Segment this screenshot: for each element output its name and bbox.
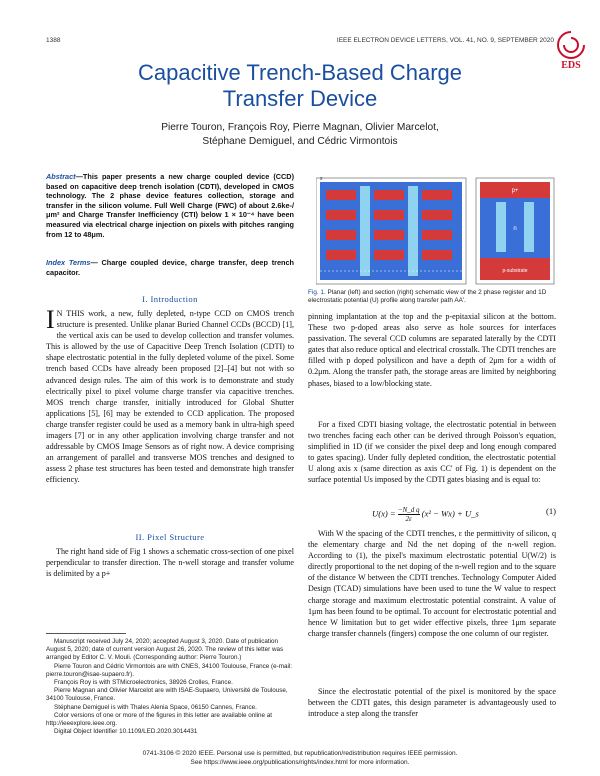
authors-line-2: Stéphane Demiguel, and Cédric Virmontois	[202, 136, 398, 147]
right-paragraph-3	[308, 528, 556, 639]
index-terms	[46, 258, 294, 277]
equation-number: (1)	[545, 506, 556, 516]
body-text: For a fixed CDTI biasing voltage, the electrostatic potential in between two trenches facing each other can be derived through Poisson's equation, simplified in 1D (if we consider the pixel deep and long enough compared to gates spacing). Under fully depleted condition, the electrostatic potential U along axis x (same direction as axis CC' of Fig. 1) is dependent on the surface potential Us imposed by the CDTI gates biasing and is equal to:	[308, 420, 556, 485]
footnote: Pierre Magnan and Olivier Marcelot are with ISAE-Supaero, Université de Toulouse, 34100 Toulouse, France.	[46, 687, 288, 703]
footnote: Color versions of one or more of the figures in this letter are available online at http://ieeexplore.ieee.org.	[46, 711, 273, 728]
fig-label: x	[320, 176, 323, 182]
running-header	[46, 37, 554, 47]
right-paragraph-4	[308, 686, 556, 719]
figure-1-schematic	[316, 176, 556, 286]
figure-caption	[308, 289, 556, 306]
authors-line-1: Pierre Touron, François Roy, Pierre Magnan, Olivier Marcelot,	[161, 122, 439, 133]
body-text: Since the electrostatic potential of the pixel is monitored by the space between the CDTI gates, this design parameter is advantageously used to introduce a step along the transfer	[308, 687, 556, 719]
fig-label: p-substrate	[502, 268, 528, 274]
section-heading-pixel-structure: II. Pixel Structure	[135, 532, 205, 542]
paper-title	[60, 60, 540, 112]
pixel-text: The right hand side of Fig 1 shows a schematic cross-section of one pixel perpendicular to transfer direction. The n-well storage and transfer volume is delimited by a p+	[46, 547, 294, 579]
footnote: Stéphane Demiguel is with Thales Alenia Space, 06150 Cannes, France.	[54, 703, 257, 711]
intro-paragraph	[46, 305, 294, 486]
logo-text: EDS	[561, 60, 581, 71]
intro-text: N THIS work, a new, fully depleted, n-type CCD on CMOS trench structure is presented. Unlike planar Buried Channel CCDs (BCCD) [1], the vertical axis can be used to develop collection and transfer volumes. This is allowed by the use of Capacitive Deep Trench Isolation (CDTI) to shape electrostatic potential in the fully depleted volume of the pixel. Some trench based CCDs have already been proposed [2]–[4] but not with so advanced design rules. The aim of this work is to demonstrate and study electrically pixel to pixel volume charge transfer via capacitive trenches. MOS trench charge transfer, initially introduced for Global Shutter applications [5], [6] may be extended to CCD application. The proposed charge transfer register could be used as a memory bank in ultra-high speed imagers [7] or in any other application involving charge transfer and not addressable by CMOS Image Sensors as of right now. A device comprising an arrangement of parallel and transverse MOS trenches and designed to assess 2 phase test structures has been tested and demonstrate high transfer efficiency.	[46, 309, 294, 485]
eds-logo	[556, 30, 586, 72]
drop-cap: I	[46, 305, 55, 334]
fig-label: p+	[511, 188, 519, 194]
page-number: 1388	[46, 37, 61, 44]
copyright-footer	[46, 750, 554, 767]
figure-caption-label: Fig. 1.	[308, 289, 326, 296]
figure-caption-text: Planar (left) and section (right) schematic view of the 2 phase register and 1D electrostatic potential (U) profile along transfer path AA'.	[308, 289, 547, 305]
footnotes	[46, 638, 294, 736]
equation-expression: U(x) = $\frac{\text{−N\_d q}}{2\varepsilon}$ (x² − Wx) + U_s	[372, 506, 479, 523]
index-terms-text: — Charge coupled device, charge transfer, deep trench capacitor.	[46, 258, 294, 277]
abstract	[46, 172, 294, 239]
footnote: Digital Object Identifier 10.1109/LED.2020.3014431	[54, 728, 198, 736]
footnote: François Roy is with STMicroelectronics, 38926 Crolles, France.	[54, 679, 233, 687]
footnote: Pierre Touron and Cédric Virmontois are with CNES, 34100 Toulouse, France (e-mail: pierre.touron@isae-supaero.fr).	[46, 662, 292, 678]
title-line-2: Transfer Device	[222, 86, 378, 111]
right-paragraph-1	[308, 311, 556, 389]
footnote: Manuscript received July 24, 2020; accepted August 3, 2020. Date of publication August 5, 2020; date of current version August 26, 2020. The review of this letter was arranged by Editor C. V. Mouli. (Corresponding author: Pierre Touron.)	[46, 638, 284, 662]
journal-title: IEEE ELECTRON DEVICE LETTERS, VOL. 41, NO. 9, SEPTEMBER 2020	[336, 37, 554, 44]
index-terms-label: Index Terms	[46, 258, 91, 267]
abstract-label: Abstract	[46, 172, 76, 181]
footer-line-1: 0741-3106 © 2020 IEEE. Personal use is permitted, but republication/redistribution requires IEEE permission.	[142, 750, 458, 757]
author-list	[80, 121, 520, 149]
right-paragraph-2	[308, 419, 556, 486]
section-heading-introduction: I. Introduction	[142, 294, 198, 304]
fig-label: n	[513, 226, 517, 232]
footer-line-2: See https://www.ieee.org/publications/rights/index.html for more information.	[190, 758, 410, 766]
abstract-text: —This paper presents a new charge coupled device (CCD) based on capacitive deep trench isolation (CDTI), developed in CMOS technology. The 2 phase device features collection, storage and transfer in the silicon volume. Full Well Charge (FWC) of about 2.6ke-/μm² and Charge Transfer Inefficiency (CTI) below 1 × 10⁻⁴ have been measured via electrical charge injection on pixels with pitches ranging from 12 to 48μm.	[46, 172, 294, 239]
body-text: pinning implantation at the top and the p-epitaxial silicon at the bottom. These two p-doped areas also serve as hole sources for interfaces passivation. The several CCD columns are separated laterally by the CDTI gates that also reduce optical and electrical crosstalk. The CDTI trenches are filled with p doped polysilicon and have a depth of 2μm for a width of 0.2μm. Along the transfer path, the storage areas are limited by neighboring phases, biased to a low/blocking state.	[308, 312, 556, 388]
body-text: With W the spacing of the CDTI trenches, ε the permittivity of silicon, q the elementary charge and Nd the net doping of the n-well region. According to (1), the pixel's maximum electrostatic potential U(W/2) is directly proportional to the net doping of the n-well region and to the square of the distance W between the CDTI trenches. Technology Computer Aided Design (TCAD) simulations have been used to tune the W value to respect charge storage and maximum electrostatic potential constraint. A value of 1μm has been found to be optimal. To account for electrostatic potential and hence W limitation but to get wider effective pixels, three 1μm separate charge transfer channels (fingers) compose the one column of our register.	[308, 529, 556, 638]
footnote-rule	[46, 633, 126, 634]
pixel-paragraph	[46, 546, 294, 579]
title-line-1: Capacitive Trench-Based Charge	[137, 60, 463, 85]
